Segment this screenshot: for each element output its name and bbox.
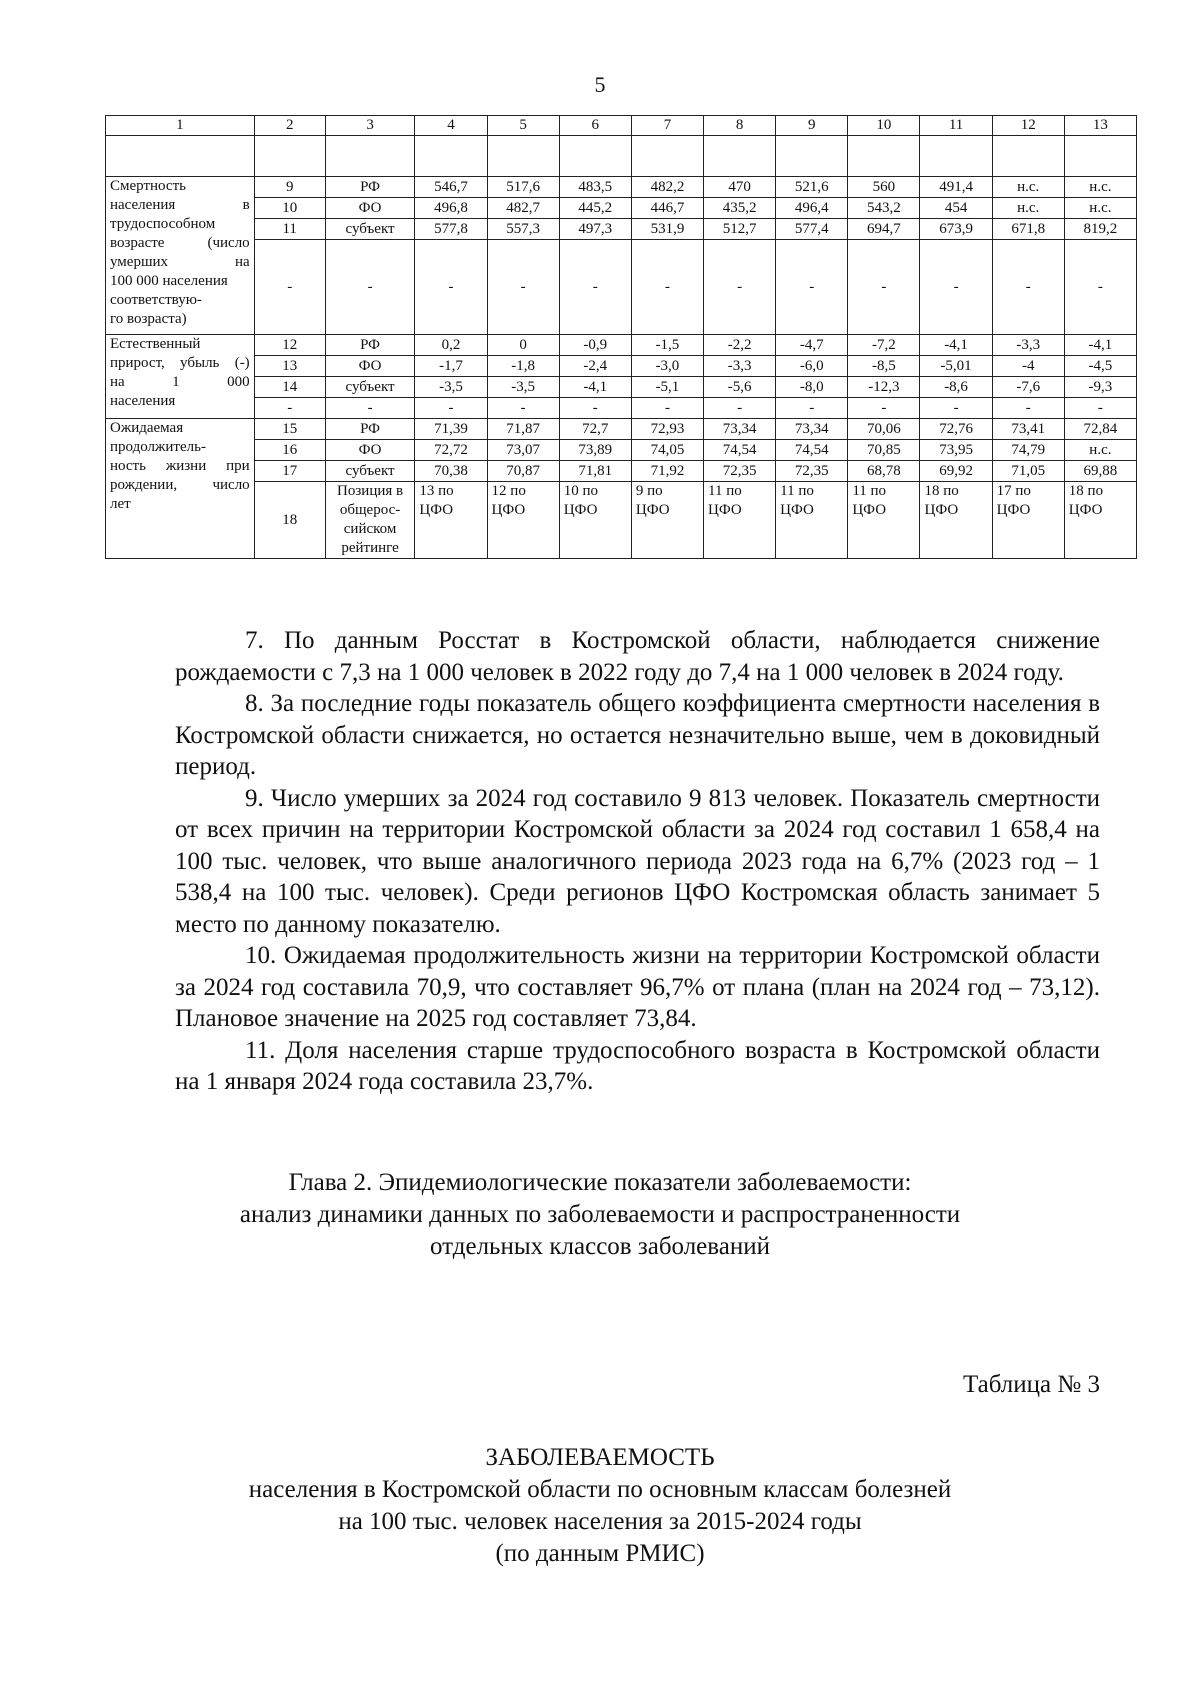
table-row [106, 177, 1137, 198]
table-cell: 16 [254, 440, 325, 461]
table-cell: 71,92 [631, 461, 703, 482]
table-cell: н.с. [1064, 198, 1136, 219]
table-cell: 497,3 [559, 219, 631, 240]
rank-value-line: 9 по [635, 483, 663, 499]
table-cell: -4,7 [776, 335, 848, 356]
indicator-label-line: ность жизни при [110, 458, 250, 474]
paragraph-7: 7. По данным Росстат в Костромской области, наблюдается снижение рождаемости с 7,3 на 1 000 человек в 2022 году до 7,4 на 1 000 человек в 2024 году. [175, 627, 1100, 686]
table-cell: н.с. [992, 177, 1064, 198]
column-number: 6 [559, 116, 631, 136]
indicator-label-line: соответствую- [110, 292, 202, 308]
column-number: 2 [254, 116, 325, 136]
table-title-line: ЗАБОЛЕВАЕМОСТЬ [485, 1444, 715, 1471]
chapter-heading-line: отдельных классов заболеваний [430, 1233, 770, 1260]
table-cell: 557,3 [487, 219, 559, 240]
table-cell: 72,76 [920, 419, 992, 440]
table-row [106, 419, 1137, 440]
rank-value-line: ЦФО [491, 502, 526, 518]
rank-value-line: ЦФО [419, 502, 454, 518]
table-cell: 470 [704, 177, 776, 198]
table-cell: 73,07 [487, 440, 559, 461]
table-cell [848, 136, 920, 177]
column-number: 4 [415, 116, 487, 136]
column-number-row [106, 116, 1137, 136]
table-cell [920, 482, 992, 559]
table-cell: -6,0 [776, 356, 848, 377]
table-cell [559, 482, 631, 559]
table-cell: н.с. [1064, 177, 1136, 198]
table-cell: - [325, 240, 415, 335]
table-cell: - [1064, 240, 1136, 335]
table-cell: - [1064, 398, 1136, 419]
table-cell: 72,35 [704, 461, 776, 482]
table-cell: РФ [325, 335, 415, 356]
table-cell: 74,54 [776, 440, 848, 461]
chapter-heading-line: анализ динамики данных по заболеваемости и распространенности [239, 1201, 961, 1228]
table-cell: - [848, 398, 920, 419]
table-cell [325, 482, 415, 559]
table-cell [487, 136, 559, 177]
column-number: 7 [631, 116, 703, 136]
table-cell: -5,1 [631, 377, 703, 398]
table-cell: 17 [254, 461, 325, 482]
table-cell: 12 [254, 335, 325, 356]
body-text [175, 625, 1100, 1098]
table-cell: -7,2 [848, 335, 920, 356]
table-cell: - [704, 398, 776, 419]
table-cell: - [325, 398, 415, 419]
table-cell: субъект [325, 219, 415, 240]
indicator-label-line: рождении, число [110, 477, 250, 493]
table-cell [848, 482, 920, 559]
rank-value-line: ЦФО [780, 502, 814, 518]
table-cell: 445,2 [559, 198, 631, 219]
table-cell: -3,5 [487, 377, 559, 398]
table-cell: -3,3 [992, 335, 1064, 356]
table-cell [631, 482, 703, 559]
indicator-label-line: трудоспособном [110, 216, 216, 232]
table-cell: -1,7 [415, 356, 487, 377]
rank-label-line: Позиция в [337, 483, 404, 499]
table-cell: н.с. [992, 198, 1064, 219]
table-cell: 512,7 [704, 219, 776, 240]
table-cell: 71,39 [415, 419, 487, 440]
column-number: 11 [920, 116, 992, 136]
indicator-label-line: на 1 000 [110, 374, 250, 390]
rank-value-line: ЦФО [635, 502, 670, 518]
table-cell: ФО [325, 356, 415, 377]
table-cell: 69,88 [1064, 461, 1136, 482]
table-cell: - [415, 398, 487, 419]
table-cell: -4,1 [1064, 335, 1136, 356]
column-number: 5 [487, 116, 559, 136]
table-cell: 15 [254, 419, 325, 440]
table-cell: -8,0 [776, 377, 848, 398]
rank-value-line: 11 по [708, 483, 742, 499]
table-cell: - [704, 240, 776, 335]
indicator-label-line: 100 000 населения [110, 273, 228, 289]
table-cell: 73,95 [920, 440, 992, 461]
table-cell: - [631, 398, 703, 419]
table-cell: 0,2 [415, 335, 487, 356]
table-cell: 446,7 [631, 198, 703, 219]
rank-value-line: ЦФО [563, 502, 598, 518]
table-cell: - [992, 240, 1064, 335]
table-cell: 560 [848, 177, 920, 198]
table-row [106, 240, 1137, 335]
table-cell: 0 [487, 335, 559, 356]
rank-value-line: ЦФО [708, 502, 742, 518]
column-number: 1 [106, 116, 255, 136]
chapter-heading-line: Глава 2. Эпидемиологические показатели заболеваемости: [288, 1169, 912, 1196]
table-cell: 72,72 [415, 440, 487, 461]
table-cell: 10 [254, 198, 325, 219]
table-cell: 68,78 [848, 461, 920, 482]
indicator-label-line: населения [110, 393, 176, 409]
table-cell: 72,7 [559, 419, 631, 440]
table-cell: -1,8 [487, 356, 559, 377]
table-label: Таблица № 3 [962, 1371, 1100, 1398]
table-cell: 72,35 [776, 461, 848, 482]
indicator-label-line: Естественный [110, 336, 201, 352]
indicator-label-line: продолжитель- [110, 439, 206, 455]
table-row [106, 335, 1137, 356]
table-cell: - [992, 398, 1064, 419]
indicator-label [106, 419, 255, 559]
table-cell: 71,81 [559, 461, 631, 482]
table-row [106, 219, 1137, 240]
indicator-label [106, 177, 255, 335]
table-cell: -3,0 [631, 356, 703, 377]
table-cell: -7,6 [992, 377, 1064, 398]
page-number: 5 [594, 72, 606, 97]
table-cell: - [776, 240, 848, 335]
table-cell: 69,92 [920, 461, 992, 482]
table-cell [559, 136, 631, 177]
table-cell: 482,7 [487, 198, 559, 219]
table-cell: -2,4 [559, 356, 631, 377]
table-cell: - [415, 240, 487, 335]
table-cell: -12,3 [848, 377, 920, 398]
table-cell [1064, 482, 1136, 559]
indicator-label-line: Смертность [110, 178, 186, 194]
table-cell: -5,01 [920, 356, 992, 377]
table-cell: -3,3 [704, 356, 776, 377]
table-cell: - [254, 240, 325, 335]
table-cell: 483,5 [559, 177, 631, 198]
table-cell: 73,34 [704, 419, 776, 440]
rank-value-line: 18 по [1068, 483, 1104, 499]
table-cell: -4,1 [559, 377, 631, 398]
column-number: 13 [1064, 116, 1136, 136]
table-cell: - [487, 240, 559, 335]
table-cell: 71,05 [992, 461, 1064, 482]
table-cell: - [559, 398, 631, 419]
table-cell [254, 136, 325, 177]
rank-value-line: 10 по [563, 483, 598, 499]
table-cell: 72,93 [631, 419, 703, 440]
table-cell: 11 [254, 219, 325, 240]
table-cell: 521,6 [776, 177, 848, 198]
rank-value-line: 18 по [924, 483, 959, 499]
table-cell: 70,87 [487, 461, 559, 482]
table-cell [631, 136, 703, 177]
table-cell: -0,9 [559, 335, 631, 356]
table-row [106, 440, 1137, 461]
table-cell: -1,5 [631, 335, 703, 356]
table-cell: 71,87 [487, 419, 559, 440]
table-row [106, 398, 1137, 419]
table-cell: субъект [325, 377, 415, 398]
rank-value-line: 12 по [491, 483, 526, 499]
rank-label-line: сийском [343, 521, 397, 537]
column-number: 9 [776, 116, 848, 136]
indicator-label-line: лет [110, 496, 131, 512]
column-number: 10 [848, 116, 920, 136]
table-cell: 73,41 [992, 419, 1064, 440]
table-cell [920, 136, 992, 177]
table-cell: -8,5 [848, 356, 920, 377]
indicator-label-line: возрасте (число [110, 235, 250, 251]
table-row [106, 198, 1137, 219]
table-cell: - [920, 398, 992, 419]
table-cell: 73,34 [776, 419, 848, 440]
rank-value-line: ЦФО [1068, 502, 1103, 518]
table-cell: 72,84 [1064, 419, 1136, 440]
table-cell: 671,8 [992, 219, 1064, 240]
table-cell: 496,4 [776, 198, 848, 219]
rank-label-line: рейтинге [341, 540, 399, 556]
table-cell: -5,6 [704, 377, 776, 398]
column-number: 3 [325, 116, 415, 136]
indicator-label-line: прирост, убыль (-) [110, 355, 250, 371]
chapter-heading [0, 1167, 1200, 1263]
table-title-line: населения в Костромской области по основным классам болезней [248, 1476, 952, 1503]
table-cell: 73,89 [559, 440, 631, 461]
table-cell: ФО [325, 440, 415, 461]
table-cell: 577,8 [415, 219, 487, 240]
table-cell: -4,5 [1064, 356, 1136, 377]
column-number: 12 [992, 116, 1064, 136]
rank-row [106, 482, 1137, 559]
table-title-line: на 100 тыс. человек населения за 2015-2024 годы [338, 1508, 862, 1535]
table-cell: - [920, 240, 992, 335]
table-cell: - [559, 240, 631, 335]
table-cell: 18 [254, 482, 325, 559]
table-cell: - [631, 240, 703, 335]
table-cell: 74,79 [992, 440, 1064, 461]
table-cell: 70,85 [848, 440, 920, 461]
table-cell: -8,6 [920, 377, 992, 398]
table-cell: -2,2 [704, 335, 776, 356]
table-cell: -9,3 [1064, 377, 1136, 398]
table-cell: 577,4 [776, 219, 848, 240]
rank-label-line: общерос- [339, 502, 401, 518]
table-cell: -4 [992, 356, 1064, 377]
table-cell: 543,2 [848, 198, 920, 219]
rank-value-line: 13 по [419, 483, 454, 499]
rank-value-line: 11 по [852, 483, 887, 499]
indicator-label-line: го возраста) [110, 311, 187, 327]
table-cell: 74,54 [704, 440, 776, 461]
table-cell [415, 482, 487, 559]
table-cell: - [776, 398, 848, 419]
rank-value-line: 17 по [996, 483, 1031, 499]
table-cell: 70,06 [848, 419, 920, 440]
table-cell: - [254, 398, 325, 419]
table-cell [992, 136, 1064, 177]
rank-value-line: ЦФО [924, 502, 959, 518]
table-cell: 435,2 [704, 198, 776, 219]
table-cell: 9 [254, 177, 325, 198]
table-cell [106, 136, 255, 177]
table-title [0, 1442, 1200, 1570]
table-row [106, 356, 1137, 377]
table-cell: ФО [325, 198, 415, 219]
table-cell [704, 482, 776, 559]
indicator-label-line: умерших на [110, 254, 250, 270]
table-cell: субъект [325, 461, 415, 482]
table-cell: 482,2 [631, 177, 703, 198]
table-cell: 70,38 [415, 461, 487, 482]
table-cell: 819,2 [1064, 219, 1136, 240]
table-cell: 491,4 [920, 177, 992, 198]
table-cell [992, 482, 1064, 559]
rank-value-line: ЦФО [852, 502, 887, 518]
paragraph-9: 9. Число умерших за 2024 год составило 9 813 человек. Показатель смертности от всех причин на территории Костромской области за 2024 год составил 1 658,4 на 100 тыс. человек, что выше аналогичного периода 2023 года на 6,7% (2023 год – 1 538,4 на 100 тыс. человек). Среди регионов ЦФО Костромская область занимает 5 место по данному показателю. [175, 784, 1100, 938]
indicator-label-line: населения в [110, 197, 250, 213]
table-cell: РФ [325, 419, 415, 440]
blank-row [106, 136, 1137, 177]
paragraph-11: 11. Доля населения старше трудоспособного возраста в Костромской области на 1 января 2024 года составила 23,7%. [175, 1036, 1100, 1095]
table-cell: 496,8 [415, 198, 487, 219]
table-cell: н.с. [1064, 440, 1136, 461]
table-row [106, 461, 1137, 482]
table-cell: - [848, 240, 920, 335]
table-cell [325, 136, 415, 177]
table-cell: 517,6 [487, 177, 559, 198]
table-cell [704, 136, 776, 177]
table-cell [776, 136, 848, 177]
table-cell: РФ [325, 177, 415, 198]
rank-value-line: ЦФО [996, 502, 1031, 518]
table-cell [487, 482, 559, 559]
table-cell: -3,5 [415, 377, 487, 398]
table-cell [415, 136, 487, 177]
table-cell [1064, 136, 1136, 177]
rank-value-line: 11 по [780, 483, 814, 499]
table-cell: -4,1 [920, 335, 992, 356]
table-cell: 74,05 [631, 440, 703, 461]
table-cell: 694,7 [848, 219, 920, 240]
table-cell: 673,9 [920, 219, 992, 240]
table-cell: - [487, 398, 559, 419]
table-title-line: (по данным РМИС) [495, 1540, 705, 1567]
table-cell: 454 [920, 198, 992, 219]
paragraph-10: 10. Ожидаемая продолжительность жизни на территории Костромской области за 2024 год составила 70,9, что составляет 96,7% от плана (план на 2024 год – 73,12). Плановое значение на 2025 год составляет 73,84. [175, 942, 1100, 1032]
paragraph-8: 8. За последние годы показатель общего коэффициента смертности населения в Костромской области снижается, но остается незначительно выше, чем в доковидный период. [175, 690, 1100, 780]
table-cell [776, 482, 848, 559]
table-row [106, 377, 1137, 398]
indicator-label [106, 335, 255, 419]
column-number: 8 [704, 116, 776, 136]
demographic-indicators-table [105, 115, 1137, 559]
table-cell: 14 [254, 377, 325, 398]
indicator-label-line: Ожидаемая [110, 420, 184, 436]
table-cell: 13 [254, 356, 325, 377]
table-cell: 546,7 [415, 177, 487, 198]
table-cell: 531,9 [631, 219, 703, 240]
